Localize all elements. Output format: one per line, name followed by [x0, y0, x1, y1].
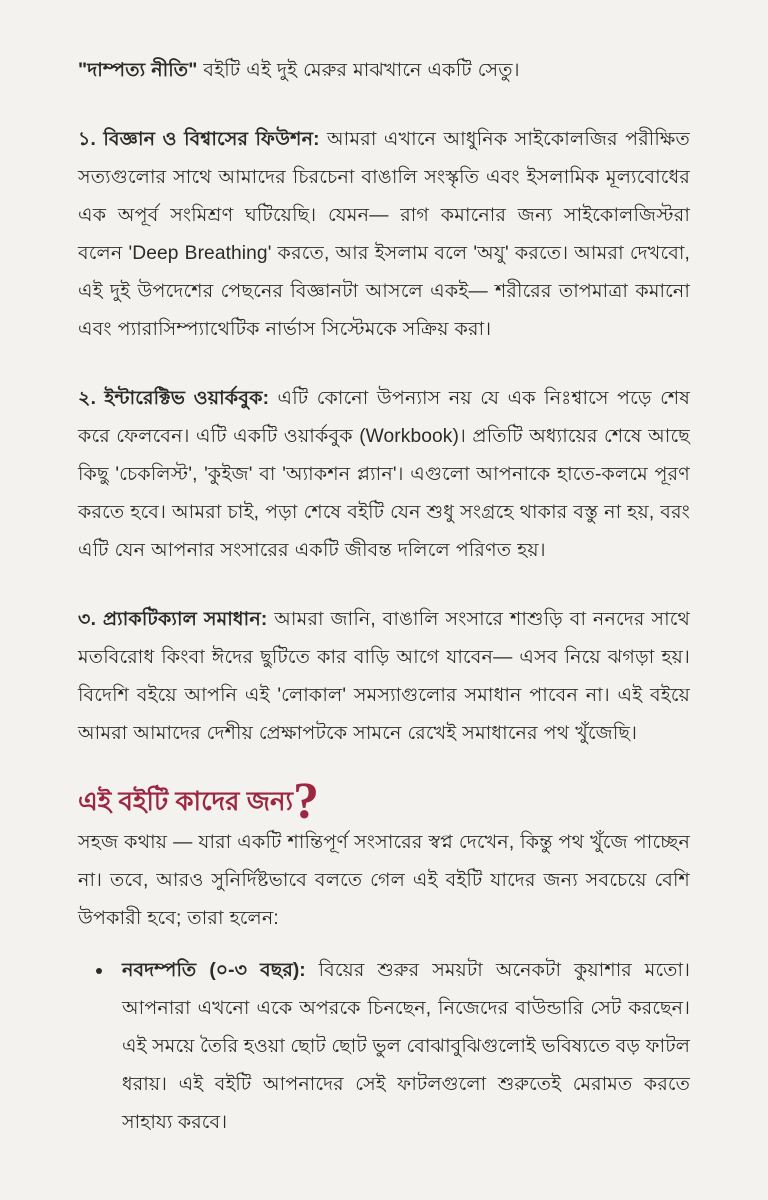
point-paragraph-2	[78, 380, 690, 570]
bullet-1-lead: নবদম্পতি (০-৩ বছর):	[122, 960, 306, 982]
intro-lead: "দাম্পত্য নীতি"	[78, 60, 198, 81]
point-1-lead: ১. বিজ্ঞান ও বিশ্বাসের ফিউশন:	[78, 129, 320, 150]
bullet-1-body: বিয়ের শুরুর সময়টা অনেকটা কুয়াশার মতো। আপনারা এখনো একে অপরকে চিনছেন, নিজেদের বাউন্ডারি সেট করছেন। এই সময়ে তৈরি হওয়া ছোট ছোট ভুল বোঝাবুঝিগুলোই ভবিষ্যতে বড় ফাটল ধরায়। এই বইটি আপনাদের সেই ফাটলগুলো শুরুতেই মেরামত করতে সাহায্য করবে।	[122, 960, 690, 1134]
spacer	[78, 753, 690, 781]
section-heading-label: এই বইটি কাদের জন্য	[78, 786, 294, 817]
bullet-dot-icon	[96, 968, 102, 974]
spacer	[78, 349, 690, 380]
list-item	[78, 952, 690, 1142]
section-intro-paragraph: সহজ কথায় — যারা একটি শান্তিপূর্ণ সংসারের স্বপ্ন দেখেন, কিন্তু পথ খুঁজে পাচ্ছেন না। তবে, আরও সুনির্দিষ্টভাবে বলতে গেল এই বইটি যাদের জন্য সবচেয়ে বেশি উপকারী হবে; তারা হলেন:	[78, 832, 690, 930]
spacer	[78, 570, 690, 601]
point-paragraph-1	[78, 121, 690, 349]
point-3-lead: ৩. প্র্যাকটিক্যাল সমাধান:	[78, 609, 268, 630]
question-mark-icon: ?	[293, 773, 320, 830]
point-paragraph-3	[78, 601, 690, 753]
intro-rest: বইটি এই দুই মেরুর মাঝখানে একটি সেতু।	[197, 60, 520, 81]
section-heading	[78, 773, 690, 830]
audience-list	[78, 952, 690, 1142]
point-1-body: আমরা এখানে আধুনিক সাইকোলজির পরীক্ষিত সত্যগুলোর সাথে আমাদের চিরচেনা বাঙালি সংস্কৃতি এবং ইসলামিক মূল্যবোধের এক অপূর্ব সংমিশ্রণ ঘটিয়েছি। যেমন— রাগ কমানোর জন্য সাইকোলজিস্টরা বলেন 'Deep Breathing' করতে, আর ইসলাম বলে 'অযু' করতে। আমরা দেখবো, এই দুই উপদেশের পেছনের বিজ্ঞানটা আসলে একই— শরীরের তাপমাত্রা কমানো এবং প্যারাসিম্প্যাথেটিক নার্ভাস সিস্টেমকে সক্রিয় করা।	[78, 129, 690, 340]
spacer	[78, 90, 690, 121]
point-2-body: এটি কোনো উপন্যাস নয় যে এক নিঃশ্বাসে পড়ে শেষ করে ফেলবেন। এটি একটি ওয়ার্কবুক (Workbook)। প্রতিটি অধ্যায়ের শেষে আছে কিছু 'চেকলিস্ট', 'কুইজ' বা 'অ্যাকশন প্ল্যান'। এগুলো আপনাকে হাতে-কলমে পূরণ করতে হবে। আমরা চাই, পড়া শেষে বইটি যেন শুধু সংগ্রহে থাকার বস্তু না হয়, বরং এটি যেন আপনার সংসারের একটি জীবন্ত দলিলে পরিণত হয়।	[78, 388, 690, 561]
point-3-body: আমরা জানি, বাঙালি সংসারে শাশুড়ি বা ননদের সাথে মতবিরোধ কিংবা ঈদের ছুটিতে কার বাড়ি আগে যাবেন— এসব নিয়ে ঝগড়া হয়। বিদেশি বইয়ে আপনি এই 'লোকাল' সমস্যাগুলোর সমাধান পাবেন না। এই বইয়ে আমরা আমাদের দেশীয় প্রেক্ষাপটকে সামনে রেখেই সমাধানের পথ খুঁজেছি।	[78, 609, 690, 744]
point-2-lead: ২. ইন্টারেক্টিভ ওয়ার্কবুক:	[78, 388, 270, 409]
intro-paragraph	[78, 52, 690, 90]
